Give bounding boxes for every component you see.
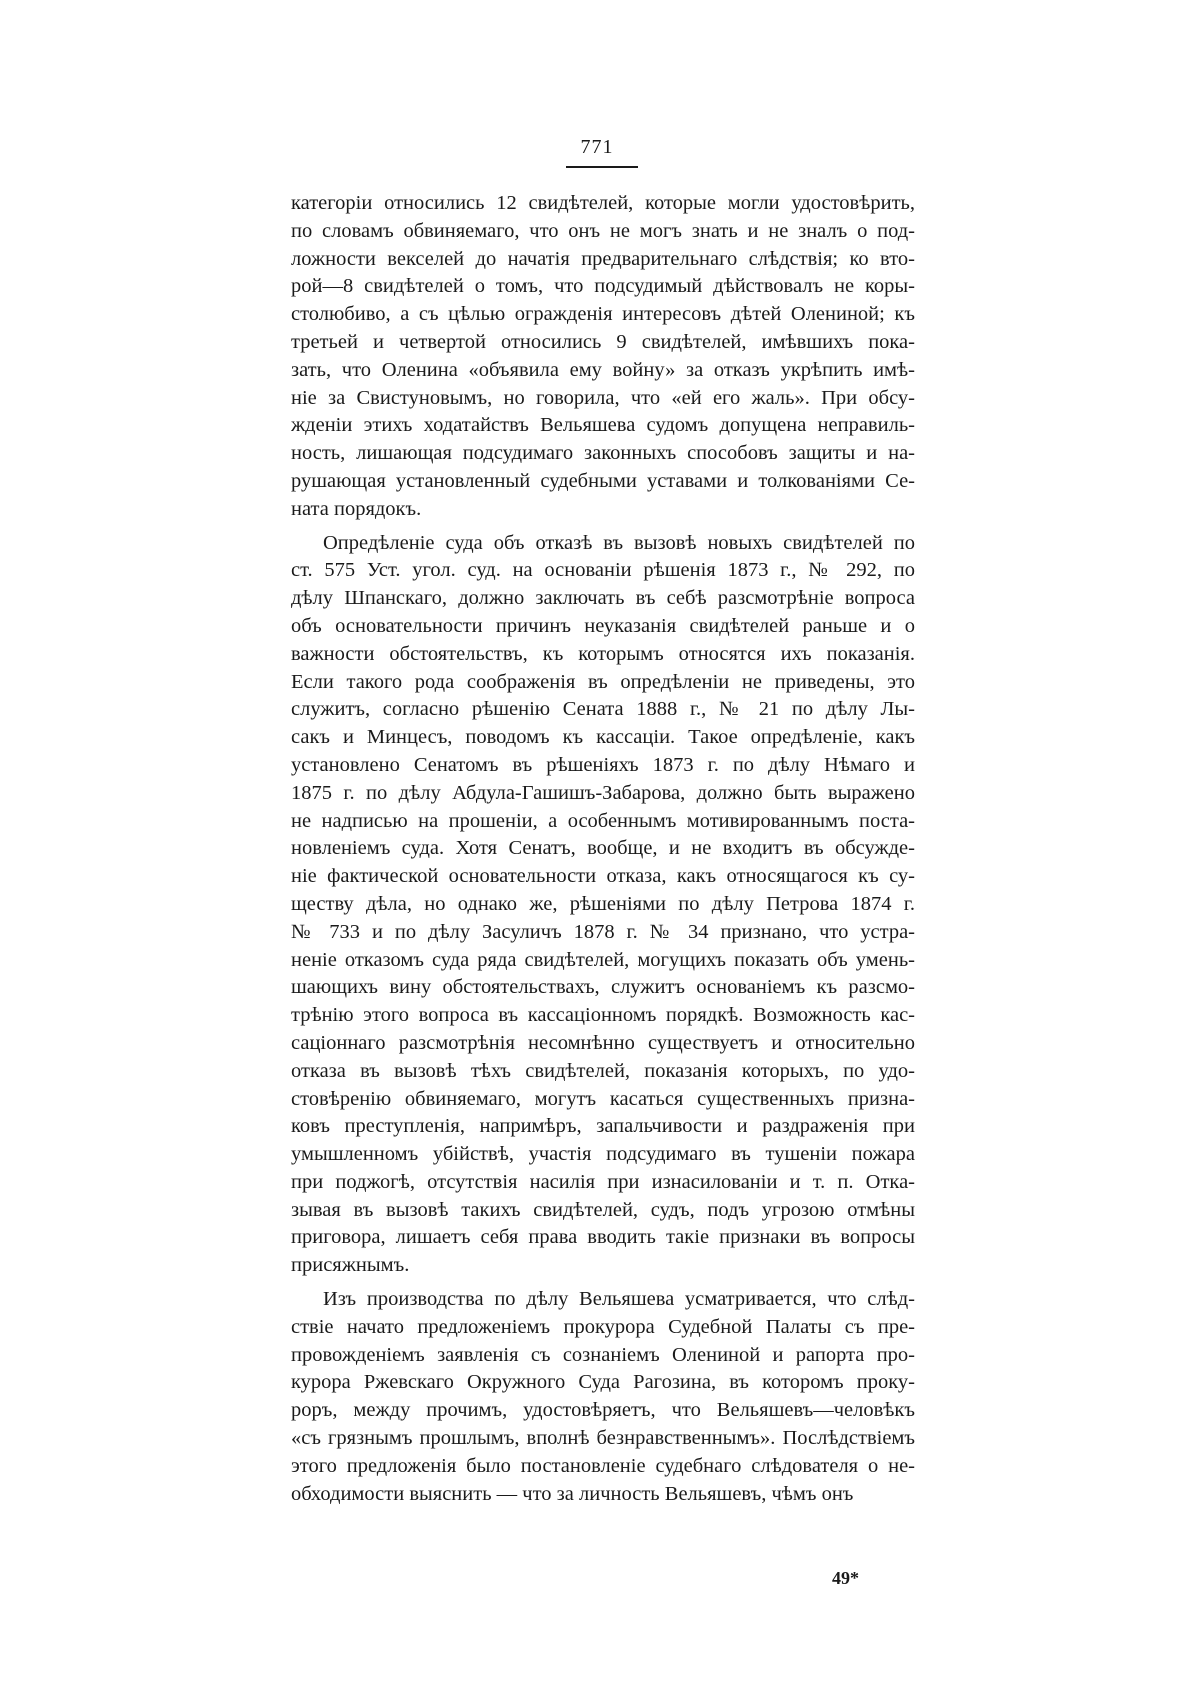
page-number-rule bbox=[566, 166, 638, 168]
text-line: ствіе начато предложеніемъ прокурора Судебной Палаты съ пре- bbox=[291, 1315, 915, 1338]
text-line: Изъ производства по дѣлу Вельяшева усматривается, что слѣд- bbox=[323, 1288, 915, 1311]
text-line: стовѣренію обвиняемаго, могутъ касаться существенныхъ призна- bbox=[291, 1087, 915, 1110]
text-line: роръ, между прочимъ, удостовѣряетъ, что Вельяшевъ—человѣкъ bbox=[291, 1399, 915, 1422]
text-line: при поджогѣ, отсутствія насилія при изнасилованіи и т. п. Отка- bbox=[291, 1170, 915, 1193]
text-line: приговора, лишаетъ себя права вводить такіе признаки въ вопросы bbox=[291, 1226, 915, 1249]
text-line: ложности векселей до начатія предварительнаго слѣдствія; ко вто- bbox=[291, 247, 915, 270]
paragraph bbox=[291, 190, 915, 524]
text-line: 1875 г. по дѣлу Абдула-Гашишъ-Забарова, должно быть выражено bbox=[291, 781, 915, 804]
text-line: ніе фактической основательности отказа, какъ относящагося къ су- bbox=[291, 865, 915, 888]
text-line: № 733 и по дѣлу Засуличъ 1878 г. № 34 признано, что устра- bbox=[291, 920, 915, 943]
text-line: неніе отказомъ суда ряда свидѣтелей, могущихъ показать объ умень- bbox=[291, 948, 915, 971]
text-line: третьей и четвертой относились 9 свидѣтелей, имѣвшихъ пока- bbox=[291, 330, 915, 353]
text-line: умышленномъ убійствѣ, участія подсудимаго въ тушеніи пожара bbox=[291, 1143, 915, 1166]
text-line: новленіемъ суда. Хотя Сенатъ, вообще, и не входитъ въ обсужде- bbox=[291, 837, 915, 860]
text-line: Опредѣленіе суда объ отказѣ въ вызовѣ новыхъ свидѣтелей по bbox=[323, 531, 915, 554]
text-line: столюбиво, а съ цѣлью огражденія интересовъ дѣтей Олениной; къ bbox=[291, 303, 915, 326]
text-line: рой—8 свидѣтелей о томъ, что подсудимый дѣйствовалъ не коры- bbox=[291, 275, 915, 298]
text-line: дѣлу Шпанскаго, должно заключать въ себѣ разсмотрѣніе вопроса bbox=[291, 587, 915, 610]
paragraph bbox=[291, 1286, 915, 1508]
text-line: ность, лишающая подсудимаго законныхъ способовъ защиты и на- bbox=[291, 442, 915, 465]
text-line: ната порядокъ. bbox=[291, 497, 422, 520]
signature-mark: 49* bbox=[832, 1568, 859, 1588]
body-text bbox=[291, 190, 915, 1508]
page-number: 771 bbox=[580, 136, 614, 158]
text-line: ст. 575 Уст. угол. суд. на основаніи рѣшенія 1873 г., № 292, по bbox=[291, 559, 915, 582]
text-line: объ основательности причинъ неуказанія свидѣтелей раньше и о bbox=[291, 614, 915, 637]
text-line: зать, что Оленина «объявила ему войну» за отказъ укрѣпить имѣ- bbox=[291, 358, 915, 381]
text-line: курора Ржевскаго Окружного Суда Рагозина, въ которомъ проку- bbox=[291, 1371, 915, 1394]
text-line: этого предложенія было постановленіе судебнаго слѣдователя о не- bbox=[291, 1454, 915, 1477]
text-line: не надписью на прошеніи, а особеннымъ мотивированнымъ поста- bbox=[291, 809, 915, 832]
text-line: установлено Сенатомъ въ рѣшеніяхъ 1873 г. по дѣлу Нѣмаго и bbox=[291, 753, 915, 776]
text-line: служитъ, согласно рѣшенію Сената 1888 г., № 21 по дѣлу Лы- bbox=[291, 698, 915, 721]
text-line: Если такого рода соображенія въ опредѣленіи не приведены, это bbox=[291, 670, 915, 693]
text-line: по словамъ обвиняемаго, что онъ не могъ знать и не зналъ о под- bbox=[291, 219, 915, 242]
text-line: саціоннаго разсмотрѣнія несомнѣнно существуетъ и относительно bbox=[291, 1031, 915, 1054]
text-line: ніе за Свистуновымъ, но говорила, что «ей его жаль». При обсу- bbox=[291, 386, 915, 409]
text-line: важности обстоятельствъ, къ которымъ относятся ихъ показанія. bbox=[291, 642, 915, 665]
text-line: присяжнымъ. bbox=[291, 1254, 410, 1277]
text-line: трѣнію этого вопроса въ кассаціонномъ порядкѣ. Возможность кас- bbox=[291, 1004, 915, 1027]
text-line: зывая въ вызовѣ такихъ свидѣтелей, судъ, подъ угрозою отмѣны bbox=[291, 1198, 915, 1221]
text-line: обходимости выяснить — что за личность Вельяшевъ, чѣмъ онъ bbox=[291, 1482, 854, 1505]
text-line: категоріи относились 12 свидѣтелей, которые могли удостовѣрить, bbox=[291, 192, 915, 214]
text-line: ществу дѣла, но однако же, рѣшеніями по дѣлу Петрова 1874 г. bbox=[291, 892, 915, 915]
text-line: провожденіемъ заявленія съ сознаніемъ Олениной и рапорта про- bbox=[291, 1343, 915, 1366]
text-line: жденіи этихъ ходатайствъ Вельяшева судомъ допущена неправиль- bbox=[291, 414, 915, 437]
text-line: отказа въ вызовѣ тѣхъ свидѣтелей, показанія которыхъ, по удо- bbox=[291, 1059, 915, 1082]
text-line: рушающая установленный судебными уставами и толкованіями Се- bbox=[291, 469, 915, 492]
text-line: шающихъ вину обстоятельствахъ, служитъ основаніемъ къ разсмо- bbox=[291, 976, 915, 999]
text-line: ковъ преступленія, напримѣръ, запальчивости и раздраженія при bbox=[291, 1115, 915, 1138]
paragraph bbox=[291, 530, 915, 1281]
text-line: сакъ и Минцесъ, поводомъ къ кассаціи. Такое опредѣленіе, какъ bbox=[291, 726, 915, 749]
text-line: «съ грязнымъ прошлымъ, вполнѣ безнравственнымъ». Послѣдствіемъ bbox=[291, 1427, 915, 1450]
